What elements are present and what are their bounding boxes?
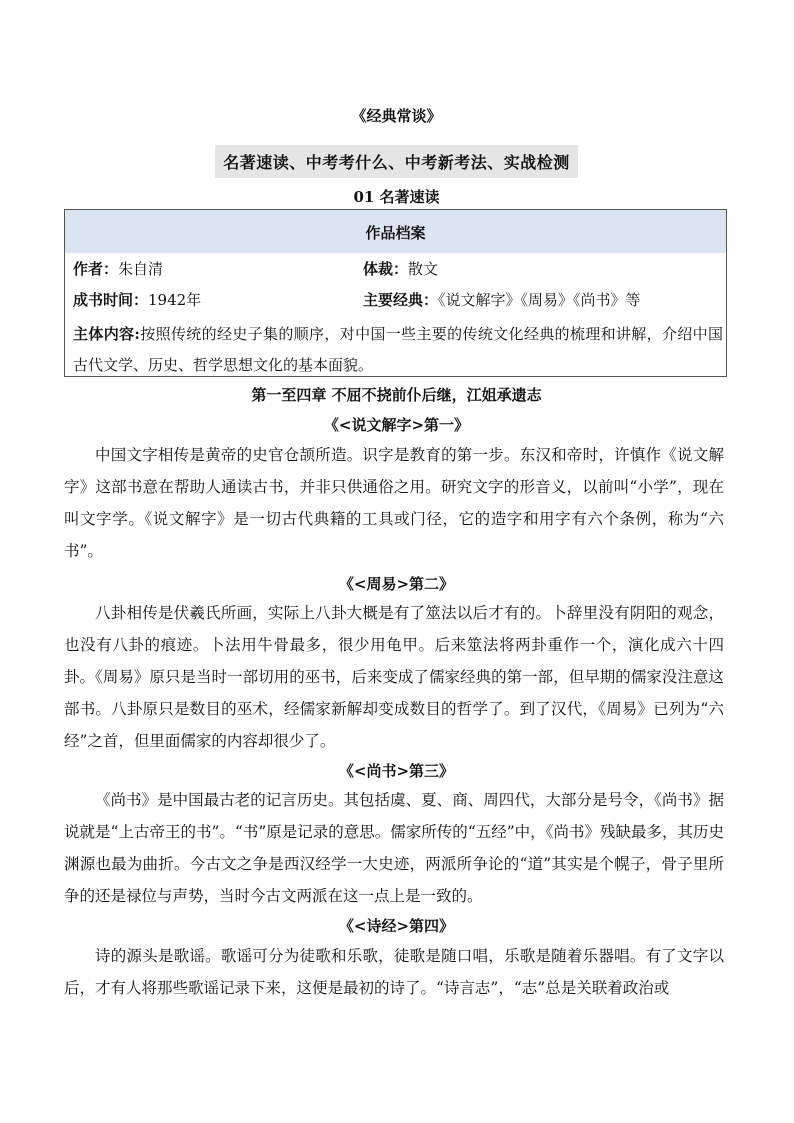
chapter-title: 第一至四章 不屈不挠前仆后继，江姐承遗志	[251, 386, 542, 404]
classics-label: 主要经典：	[363, 291, 439, 309]
classics-value: 《说文解字》《周易》《尚书》等	[438, 291, 641, 309]
section-title: 01 名著速读	[353, 188, 440, 206]
author-row	[73, 259, 163, 279]
paragraph: 中国文字相传是黄帝的史官仓颉所造。识字是教育的第一步。东汉和帝时，许慎作《说文解字》这部书意在帮助人通读古书，并非只供通俗之用。研究文字的形音义，以前叫“小学”，现在叫文字学。《说文解字》是一切古代典籍的工具或门径，它的造字和用字有六个条例，称为“六书”。	[64, 446, 724, 560]
work-profile-table	[64, 209, 727, 377]
profile-heading: 作品档案	[65, 210, 726, 253]
genre-value: 散文	[408, 260, 439, 278]
paragraph: 八卦相传是伏羲氏所画，实际上八卦大概是有了筮法以后才有的。卜辞里没有阴阳的观念，也没有八卦的痕迹。卜法用牛骨最多，很少用龟甲。后来筮法将两卦重作一个，演化成六十四卦。《周易》原只是当时一部切用的巫书，后来变成了儒家经典的第一部，但早期的儒家没注意这部书。八卦原只是数目的巫术，经儒家新解却变成数目的哲学了。到了汉代，《周易》已列为“六经”之首，但里面儒家的内容却很少了。	[64, 604, 724, 750]
banner-wrap	[64, 145, 729, 178]
time-value: 1942年	[148, 291, 202, 309]
content-row	[73, 319, 723, 381]
author-label: 作者：	[73, 260, 119, 278]
paragraph: 《尚书》是中国最古老的记言历史。其包括虞、夏、商、周四代，大部分是号令，《尚书》据说就是“上古帝王的书”。“书”原是记录的意思。儒家所传的“五经”中，《尚书》残缺最多，其历史渊源也最为曲折。今古文之争是西汉经学一大史迹，两派所争论的“道”其实是个幌子，骨子里所争的还是禄位与声势，当时今古文两派在这一点上是一致的。	[64, 791, 724, 905]
paragraph: 诗的源头是歌谣。歌谣可分为徒歌和乐歌，徒歌是随口唱，乐歌是随着乐器唱。有了文字以后，才有人将那些歌谣记录下来，这便是最初的诗了。“诗言志”，“志”总是关联着政治或	[64, 947, 724, 997]
topic-banner: 名著速读、中考考什么、中考新考法、实战检测	[215, 145, 578, 178]
subsection-title: 《<周易>第二》	[338, 575, 455, 593]
genre-label: 体裁：	[363, 260, 409, 278]
author-value: 朱自清	[118, 260, 164, 278]
subsection-title: 《<说文解字>第一》	[323, 416, 470, 434]
time-row	[73, 290, 201, 310]
content-label: 主体内容:	[73, 325, 140, 343]
subsection-title: 《<诗经>第四》	[338, 917, 455, 935]
classics-row	[363, 290, 641, 310]
time-label: 成书时间：	[73, 291, 149, 309]
content-value: 按照传统的经史子集的顺序，对中国一些主要的传统文化经典的梳理和讲解，介绍中国古代文学、历史、哲学思想文化的基本面貌。	[73, 325, 723, 374]
book-title: 《经典常谈》	[351, 107, 442, 125]
genre-row	[363, 259, 438, 279]
subsection-title: 《<尚书>第三》	[338, 762, 455, 780]
